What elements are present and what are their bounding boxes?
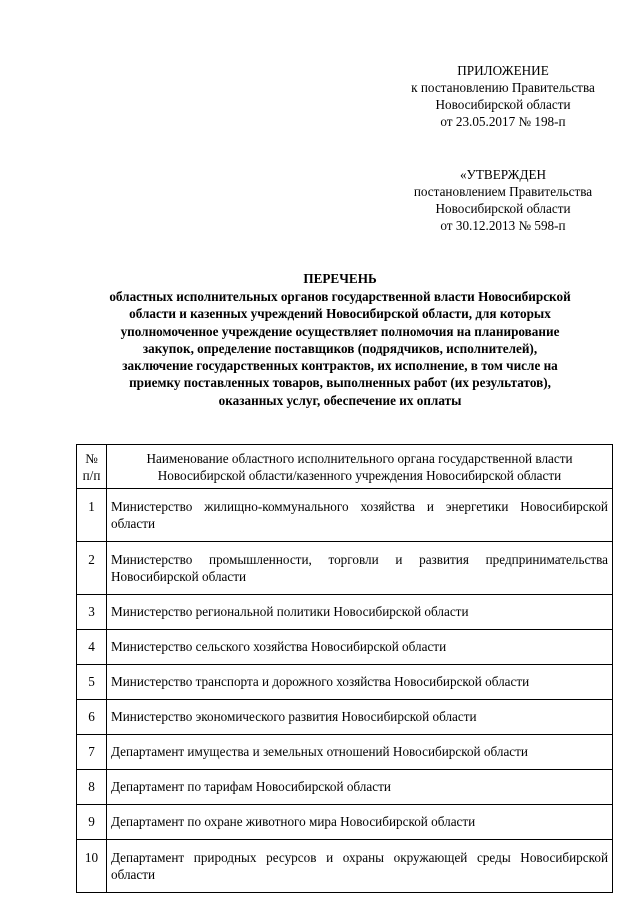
row-num: 3 <box>77 595 107 630</box>
title-line: приемку поставленных товаров, выполненных работ (их результатов), <box>129 375 551 391</box>
header-num: № п/п <box>77 445 107 489</box>
table-row <box>77 595 613 630</box>
approval-line: постановлением Правительства <box>413 184 593 199</box>
header-name: Наименование областного исполнительного органа государственной власти Новосибирской области/казенного учреждения Новосибирской области <box>107 445 613 489</box>
row-num: 1 <box>77 489 107 542</box>
row-name: Департамент по тарифам Новосибирской области <box>107 770 613 805</box>
row-num: 7 <box>77 735 107 770</box>
row-name: Департамент природных ресурсов и охраны окружающей среды Новосибирской области <box>107 840 613 893</box>
row-name: Министерство региональной политики Новосибирской области <box>107 595 613 630</box>
row-num: 2 <box>77 542 107 595</box>
annex-block <box>380 62 626 130</box>
row-num: 10 <box>77 840 107 893</box>
title-line: областных исполнительных органов государственной власти Новосибирской <box>109 289 571 304</box>
table-row <box>77 735 613 770</box>
table-row <box>77 840 613 893</box>
approval-date: от 30.12.2013 № 598-п <box>440 218 566 233</box>
approval-block <box>380 166 626 234</box>
annex-title: ПРИЛОЖЕНИЕ <box>457 63 549 78</box>
title-line: оказанных услуг, обеспечение их оплаты <box>218 392 462 408</box>
row-name: Министерство сельского хозяйства Новосибирской области <box>107 630 613 665</box>
row-name: Министерство жилищно-коммунального хозяйства и энергетики Новосибирской области <box>107 489 613 542</box>
table-row <box>77 700 613 735</box>
annex-date: от 23.05.2017 № 198-п <box>440 114 566 129</box>
row-num: 9 <box>77 805 107 840</box>
row-num: 6 <box>77 700 107 735</box>
row-num: 8 <box>77 770 107 805</box>
title-line: уполномоченное учреждение осуществляет полномочия на планирование <box>120 323 560 339</box>
table-row <box>77 489 613 542</box>
row-name: Департамент по охране животного мира Новосибирской области <box>107 805 613 840</box>
table-header-row <box>77 445 613 489</box>
row-name: Министерство экономического развития Новосибирской области <box>107 700 613 735</box>
table-row <box>77 805 613 840</box>
approval-title: «УТВЕРЖДЕН <box>459 167 547 182</box>
title-line: закупок, определение поставщиков (подрядчиков, исполнителей), <box>142 340 538 356</box>
annex-line: к постановлению Правительства <box>411 80 595 95</box>
row-num: 4 <box>77 630 107 665</box>
row-num: 5 <box>77 665 107 700</box>
title-line: заключение государственных контрактов, их исполнение, в том числе на <box>122 358 558 374</box>
agencies-table <box>76 444 613 893</box>
row-name: Министерство транспорта и дорожного хозяйства Новосибирской области <box>107 665 613 700</box>
annex-line: Новосибирской области <box>435 97 571 112</box>
approval-line: Новосибирской области <box>435 201 571 216</box>
table-row <box>77 665 613 700</box>
table-row <box>77 770 613 805</box>
title-heading: ПЕРЕЧЕНЬ <box>303 271 377 286</box>
title-line: области и казенных учреждений Новосибирской области, для которых <box>129 306 551 322</box>
document-title <box>60 270 620 409</box>
table-row <box>77 630 613 665</box>
row-name: Министерство промышленности, торговли и развития предпринимательства Новосибирской области <box>107 542 613 595</box>
table-row <box>77 542 613 595</box>
row-name: Департамент имущества и земельных отношений Новосибирской области <box>107 735 613 770</box>
